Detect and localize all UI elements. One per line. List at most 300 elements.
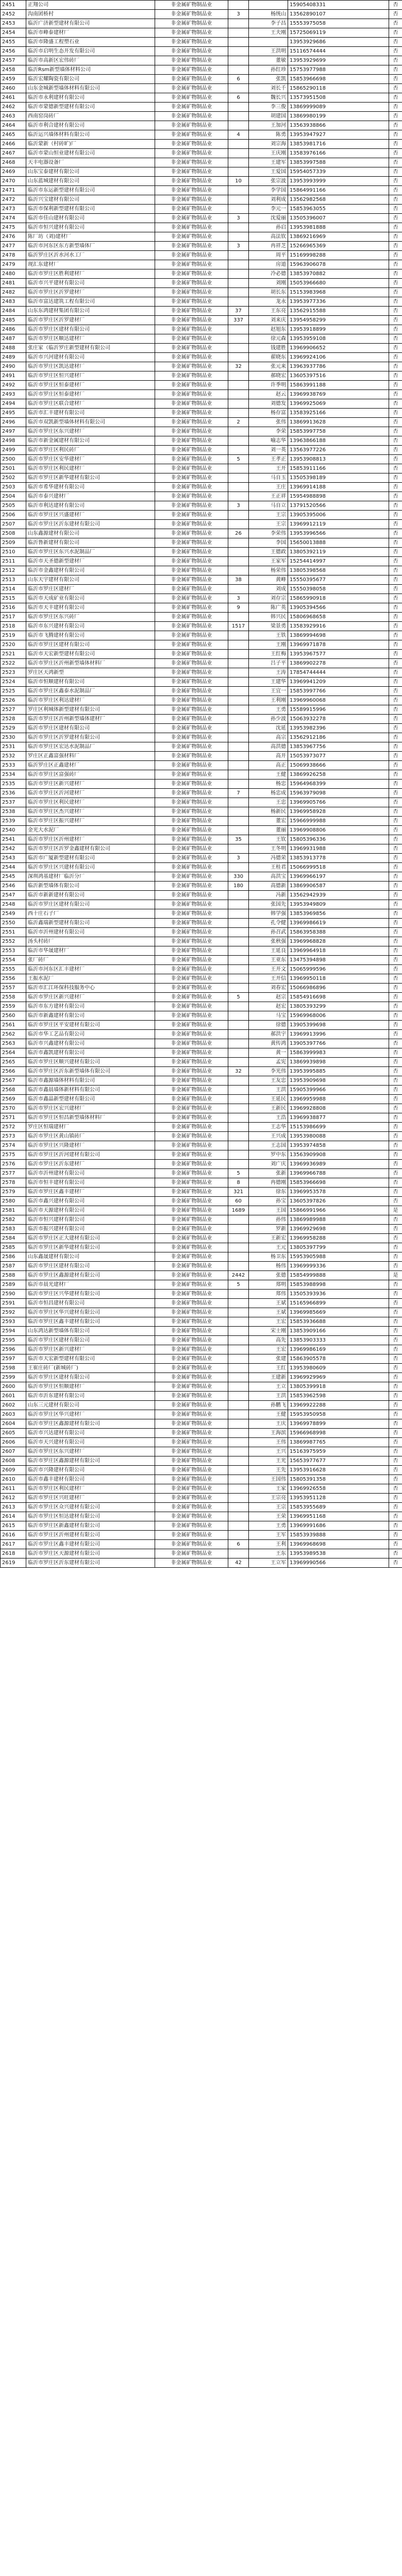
company-name-cell: 临沂市振兴建材有限公司	[26, 1225, 155, 1234]
contact-name-cell: 翟晓东	[249, 353, 288, 362]
phone-cell: 15853966698	[288, 1178, 389, 1188]
count-cell	[228, 1150, 249, 1160]
flag-cell: 否	[389, 900, 402, 909]
table-row	[1, 854, 402, 863]
table-row	[1, 371, 402, 381]
industry-cell: 非金属矿物制品业	[155, 1290, 228, 1299]
contact-name-cell: 黄峰	[249, 575, 288, 585]
phone-cell: 13605397516	[288, 371, 389, 381]
count-cell: 321	[228, 1188, 249, 1197]
count-cell	[228, 409, 249, 418]
company-name-cell: 临沂市罗庄区建材有限公司	[26, 640, 155, 650]
industry-cell: 非金属矿物制品业	[155, 1317, 228, 1327]
table-row	[1, 1234, 402, 1243]
industry-cell: 非金属矿物制品业	[155, 946, 228, 956]
company-name-cell: 临沂市罗庄区建材有限公司	[26, 900, 155, 909]
company-name-cell: 临沂市罗庄区鑫源建材有限公司	[26, 1456, 155, 1466]
phone-cell: 13953977336	[288, 297, 389, 307]
company-name-cell: 临沂市罗庄区兴华建材有限公司	[26, 1290, 155, 1299]
company-name-cell: 汤头村砖厂	[26, 937, 155, 946]
table-row	[1, 872, 402, 882]
company-name-cell: 临沂市罗庄区凯达建材厂	[26, 362, 155, 371]
industry-cell: 非金属矿物制品业	[155, 1410, 228, 1419]
row-number-cell: 2558	[1, 993, 26, 1002]
contact-name-cell: 高德新	[249, 882, 288, 891]
table-row	[1, 1447, 402, 1456]
company-name-cell: 临沂市沂东建材有限公司	[26, 1392, 155, 1401]
count-cell	[228, 223, 249, 232]
phone-cell: 13953959108	[288, 334, 389, 344]
industry-cell: 非金属矿物制品业	[155, 84, 228, 93]
flag-cell: 否	[389, 1067, 402, 1076]
count-cell: 10	[228, 177, 249, 186]
company-name-cell: 临沂市鑫凯建材有限公司	[26, 1048, 155, 1058]
count-cell	[228, 1354, 249, 1364]
count-cell	[228, 1521, 249, 1531]
table-row	[1, 1429, 402, 1438]
row-number-cell: 2495	[1, 409, 26, 418]
row-number-cell: 2614	[1, 1512, 26, 1521]
phone-cell: 13605397826	[288, 1197, 389, 1206]
phone-cell: 13969936989	[288, 1160, 389, 1169]
contact-name-cell: 高开	[249, 752, 288, 761]
count-cell: 26	[228, 529, 249, 538]
table-row	[1, 353, 402, 362]
industry-cell: 非金属矿物制品业	[155, 492, 228, 501]
contact-name-cell: 胡建国	[249, 112, 288, 121]
row-number-cell: 2472	[1, 195, 26, 205]
industry-cell: 非金属矿物制品业	[155, 1494, 228, 1503]
company-name-cell: 临沂市沂州建材有限公司	[26, 928, 155, 937]
contact-name-cell: 李荣	[249, 427, 288, 436]
company-name-cell: 临沂市蒙德新型建材有限公司	[26, 103, 155, 112]
phone-cell: 15753977988	[288, 65, 389, 75]
company-name-cell: 临沂市罗庄区宏兴建材厂	[26, 1104, 155, 1113]
company-name-cell: 临沂市富达建筑工程有限公司	[26, 297, 155, 307]
contact-name-cell: 高先	[249, 1336, 288, 1345]
company-name-cell: 临沂市恒昌建材有限公司	[26, 1299, 155, 1308]
company-name-cell: 临沂市罗庄区东兴水泥制品厂	[26, 548, 155, 557]
industry-cell: 非金属矿物制品业	[155, 362, 228, 371]
flag-cell: 否	[389, 1150, 402, 1160]
row-number-cell: 2521	[1, 650, 26, 659]
row-number-cell: 2561	[1, 1021, 26, 1030]
table-row	[1, 1558, 402, 1568]
flag-cell: 否	[389, 548, 402, 557]
flag-cell: 否	[389, 1354, 402, 1364]
flag-cell: 否	[389, 1540, 402, 1549]
flag-cell: 否	[389, 1503, 402, 1512]
company-name-cell: 临沂市罗庄区沂罗金鑫建材有限公司	[26, 844, 155, 854]
count-cell: 42	[228, 1558, 249, 1568]
company-name-cell: 临沂市罗庄区顺达建材厂	[26, 334, 155, 344]
company-name-cell: 临沂市佳山建材有限公司	[26, 214, 155, 223]
row-number-cell: 2520	[1, 640, 26, 650]
flag-cell: 否	[389, 112, 402, 121]
flag-cell: 否	[389, 464, 402, 473]
count-cell	[228, 1364, 249, 1373]
row-number-cell: 2577	[1, 1169, 26, 1178]
industry-cell: 非金属矿物制品业	[155, 1503, 228, 1512]
table-row	[1, 1336, 402, 1345]
industry-cell: 非金属矿物制品业	[155, 1373, 228, 1382]
count-cell	[228, 1484, 249, 1494]
row-number-cell: 2467	[1, 149, 26, 158]
company-name-cell: 临沂市峰泰建材厂	[26, 28, 155, 38]
table-body	[1, 1, 402, 1568]
contact-name-cell: 王洪	[249, 1392, 288, 1401]
flag-cell: 否	[389, 130, 402, 140]
company-name-cell: 临沂罗庄区沂水河水工厂	[26, 251, 155, 260]
flag-cell: 否	[389, 418, 402, 427]
flag-cell: 否	[389, 1382, 402, 1392]
count-cell	[228, 381, 249, 390]
contact-name-cell: 王夫刚	[249, 28, 288, 38]
row-number-cell: 2584	[1, 1234, 26, 1243]
flag-cell: 否	[389, 826, 402, 835]
industry-cell: 非金属矿物制品业	[155, 1086, 228, 1095]
company-name-cell: 临沂市高新区宏伟砖厂	[26, 56, 155, 65]
phone-cell: 13969951168	[288, 1512, 389, 1521]
table-row	[1, 1058, 402, 1067]
row-number-cell: 2504	[1, 492, 26, 501]
count-cell	[228, 269, 249, 279]
phone-cell: 13869980199	[288, 112, 389, 121]
flag-cell: 否	[389, 167, 402, 177]
flag-cell: 否	[389, 1234, 402, 1243]
row-number-cell: 2611	[1, 1484, 26, 1494]
row-number-cell: 2478	[1, 251, 26, 260]
count-cell	[228, 798, 249, 807]
row-number-cell: 2541	[1, 835, 26, 844]
industry-cell: 非金属矿物制品业	[155, 742, 228, 752]
industry-cell: 非金属矿物制品业	[155, 1113, 228, 1123]
table-row	[1, 390, 402, 399]
phone-cell: 13853967756	[288, 742, 389, 752]
contact-name-cell: 王钦	[249, 835, 288, 844]
contact-name-cell: 沈爱丽	[249, 214, 288, 223]
phone-cell: 13905395006	[288, 511, 389, 520]
industry-cell: 非金属矿物制品业	[155, 269, 228, 279]
flag-cell: 否	[389, 362, 402, 371]
count-cell	[228, 900, 249, 909]
phone-cell: 15865990918	[288, 594, 389, 603]
industry-cell: 非金属矿物制品业	[155, 93, 228, 103]
contact-name-cell: 张凯	[249, 75, 288, 84]
count-cell: 35	[228, 835, 249, 844]
company-name-cell: 临沂鲁新建材有限公司	[26, 538, 155, 548]
row-number-cell: 2464	[1, 121, 26, 130]
industry-cell: 非金属矿物制品业	[155, 473, 228, 483]
company-name-cell: 临沂市广厦新型建材有限公司	[26, 854, 155, 863]
flag-cell: 否	[389, 1290, 402, 1299]
count-cell	[228, 817, 249, 826]
company-name-cell: 临沂市隆盛工程塑石业	[26, 38, 155, 47]
phone-cell: 13953974858	[288, 1141, 389, 1150]
table-row	[1, 1206, 402, 1215]
table-row	[1, 1021, 402, 1030]
count-cell: 2	[228, 418, 249, 427]
flag-cell: 否	[389, 1308, 402, 1317]
row-number-cell: 2528	[1, 715, 26, 724]
contact-name-cell: 冉德刚	[249, 1178, 288, 1188]
flag-cell: 否	[389, 1531, 402, 1540]
count-cell: 6	[228, 93, 249, 103]
flag-cell: 否	[389, 1188, 402, 1197]
flag-cell: 否	[389, 149, 402, 158]
row-number-cell: 2522	[1, 659, 26, 668]
count-cell	[228, 1243, 249, 1252]
row-number-cell: 2527	[1, 705, 26, 715]
contact-name-cell: 王宏	[249, 1317, 288, 1327]
flag-cell: 否	[389, 613, 402, 622]
contact-name-cell: 徐元森	[249, 334, 288, 344]
company-name-cell: 临沂市罗庄区恒达建材有限公司	[26, 1512, 155, 1521]
flag-cell: 否	[389, 288, 402, 297]
industry-cell: 非金属矿物制品业	[155, 937, 228, 946]
flag-cell: 否	[389, 279, 402, 288]
phone-cell: 13583976166	[288, 149, 389, 158]
contact-name-cell: 董敏	[249, 56, 288, 65]
table-row	[1, 900, 402, 909]
phone-cell: 13969924106	[288, 353, 389, 362]
company-name-cell: 山东三元建材有限公司	[26, 1401, 155, 1410]
row-number-cell: 2601	[1, 1392, 26, 1401]
row-number-cell: 2507	[1, 520, 26, 529]
phone-cell: 13969913996	[288, 1030, 389, 1039]
row-number-cell: 2573	[1, 1132, 26, 1141]
company-name-cell: 临沂市罗庄区沂东建材有限公司	[26, 1558, 155, 1568]
row-number-cell: 2492	[1, 381, 26, 390]
count-cell	[228, 1104, 249, 1113]
count-cell	[228, 399, 249, 409]
row-number-cell: 2533	[1, 761, 26, 770]
contact-name-cell: 王军	[249, 1531, 288, 1540]
contact-name-cell: 刘成	[249, 585, 288, 594]
flag-cell: 否	[389, 205, 402, 214]
industry-cell: 非金属矿物制品业	[155, 1123, 228, 1132]
contact-name-cell: 刘宗海	[249, 140, 288, 149]
industry-cell: 非金属矿物制品业	[155, 993, 228, 1002]
flag-cell: 否	[389, 409, 402, 418]
flag-cell: 否	[389, 566, 402, 575]
count-cell	[228, 1048, 249, 1058]
company-name-cell: 临沂市鑫晶新型建材有限公司	[26, 1095, 155, 1104]
industry-cell: 非金属矿物制品业	[155, 334, 228, 344]
company-name-cell: 临沂市罗庄区天源建材有限公司	[26, 1549, 155, 1558]
industry-cell: 非金属矿物制品业	[155, 752, 228, 761]
table-row	[1, 1011, 402, 1021]
phone-cell: 15864991166	[288, 186, 389, 195]
industry-cell: 非金属矿物制品业	[155, 687, 228, 696]
flag-cell: 否	[389, 770, 402, 779]
flag-cell: 否	[389, 186, 402, 195]
company-name-cell: 临沂兴宝建材有限公司	[26, 195, 155, 205]
industry-cell: 非金属矿物制品业	[155, 260, 228, 269]
flag-cell: 否	[389, 872, 402, 882]
flag-cell: 否	[389, 993, 402, 1002]
flag-cell: 否	[389, 659, 402, 668]
row-number-cell: 2570	[1, 1104, 26, 1113]
industry-cell: 非金属矿物制品业	[155, 1466, 228, 1475]
table-row	[1, 409, 402, 418]
company-name-cell: 临沂市启明生态开发有限公司	[26, 47, 155, 56]
company-name-cell: 临沂市罗庄区沂州建材有限公司	[26, 1531, 155, 1540]
phone-cell: 13562942939	[288, 891, 389, 900]
count-cell	[228, 1410, 249, 1419]
industry-cell: 非金属矿物制品业	[155, 705, 228, 715]
phone-cell: 13969929969	[288, 1373, 389, 1382]
contact-name-cell: 孙少波	[249, 715, 288, 724]
company-name-cell: 临沂市罗庄区沂罗建材厂	[26, 316, 155, 325]
row-number-cell: 2592	[1, 1308, 26, 1317]
table-row	[1, 511, 402, 520]
contact-name-cell: 刘春宏	[249, 984, 288, 993]
row-number-cell: 2530	[1, 733, 26, 742]
phone-cell: 15963906078	[288, 260, 389, 269]
count-cell	[228, 288, 249, 297]
count-cell	[228, 251, 249, 260]
count-cell	[228, 909, 249, 919]
table-row	[1, 1243, 402, 1252]
count-cell	[228, 195, 249, 205]
row-number-cell: 2556	[1, 974, 26, 984]
company-name-cell: 临沂市罗庄区利民建材厂	[26, 1484, 155, 1494]
phone-cell: 13853903333	[288, 1336, 389, 1345]
row-number-cell: 2617	[1, 1540, 26, 1549]
table-row	[1, 1039, 402, 1048]
table-row	[1, 622, 402, 631]
flag-cell: 否	[389, 65, 402, 75]
phone-cell: 15806968658	[288, 613, 389, 622]
phone-cell: 13869994698	[288, 631, 389, 640]
flag-cell: 否	[389, 779, 402, 789]
phone-cell: 15969968006	[288, 1011, 389, 1021]
phone-cell: 13969958288	[288, 1234, 389, 1243]
count-cell	[228, 473, 249, 483]
company-name-cell: 临沂市罗庄区振兴建材厂	[26, 817, 155, 826]
table-row	[1, 492, 402, 501]
industry-cell: 非金属矿物制品业	[155, 353, 228, 362]
phone-cell: 13805398568	[288, 566, 389, 575]
row-number-cell: 2619	[1, 1558, 26, 1568]
company-name-cell: 临沂市罗庄区东兴建材厂	[26, 427, 155, 436]
count-cell: 3	[228, 214, 249, 223]
table-row	[1, 705, 402, 715]
industry-cell: 非金属矿物制品业	[155, 1095, 228, 1104]
contact-name-cell: 高正	[249, 761, 288, 770]
company-name-cell: 临沂市罗庄区兴旺建材厂	[26, 1494, 155, 1503]
industry-cell: 非金属矿物制品业	[155, 640, 228, 650]
company-name-cell: 临沂市罗庄区鑫源建材有限公司	[26, 1419, 155, 1429]
flag-cell: 否	[389, 1048, 402, 1058]
table-row	[1, 687, 402, 696]
contact-name-cell: 张新	[249, 1169, 288, 1178]
table-row	[1, 1123, 402, 1132]
flag-cell: 否	[389, 232, 402, 242]
flag-cell: 否	[389, 603, 402, 613]
row-number-cell: 2469	[1, 167, 26, 177]
phone-cell: 15589915996	[288, 705, 389, 715]
company-name-cell: 临沂市天源建材有限公司	[26, 1206, 155, 1215]
table-row	[1, 103, 402, 112]
count-cell	[228, 659, 249, 668]
phone-cell: 15153986699	[288, 1123, 389, 1132]
phone-cell: 13969958928	[288, 807, 389, 817]
row-number-cell: 2552	[1, 937, 26, 946]
flag-cell: 否	[389, 1132, 402, 1141]
phone-cell: 15169998288	[288, 251, 389, 260]
flag-cell: 否	[389, 381, 402, 390]
row-number-cell: 2480	[1, 269, 26, 279]
industry-cell: 非金属矿物制品业	[155, 1419, 228, 1429]
contact-name-cell: 黄传鸿	[249, 1039, 288, 1048]
phone-cell: 15550398058	[288, 585, 389, 594]
flag-cell: 否	[389, 733, 402, 742]
company-name-cell: 临沂市保利新型建材有限公司	[26, 205, 155, 214]
row-number-cell: 2502	[1, 473, 26, 483]
contact-name-cell: 王勇	[249, 1521, 288, 1531]
row-number-cell: 2605	[1, 1429, 26, 1438]
flag-cell: 否	[389, 1317, 402, 1327]
industry-cell: 非金属矿物制品业	[155, 677, 228, 687]
contact-name-cell: 赵云	[249, 390, 288, 399]
count-cell	[228, 1113, 249, 1123]
flag-cell: 否	[389, 594, 402, 603]
company-name-cell: 临沂市双凯新型墙体材料有限公司	[26, 418, 155, 427]
contact-name-cell: 张元来	[249, 362, 288, 371]
flag-cell: 否	[389, 1076, 402, 1086]
industry-cell: 非金属矿物制品业	[155, 288, 228, 297]
flag-cell: 否	[389, 1345, 402, 1354]
industry-cell: 非金属矿物制品业	[155, 1549, 228, 1558]
phone-cell: 13905397766	[288, 1039, 389, 1048]
industry-cell: 非金属矿物制品业	[155, 882, 228, 891]
table-row	[1, 761, 402, 770]
flag-cell: 否	[389, 1021, 402, 1030]
industry-cell: 非金属矿物制品业	[155, 928, 228, 937]
phone-cell: 13969986619	[288, 919, 389, 928]
industry-cell: 非金属矿物制品业	[155, 622, 228, 631]
company-name-cell: 临沂市新鑫建材有限公司	[26, 1011, 155, 1021]
table-row	[1, 826, 402, 835]
contact-name-cell: 王兴成	[249, 1132, 288, 1141]
row-number-cell: 2599	[1, 1373, 26, 1382]
contact-name-cell: 王宗	[249, 1503, 288, 1512]
contact-name-cell: 陈勇	[249, 130, 288, 140]
company-name-cell: 临沂罗庄区正鑫建材厂	[26, 761, 155, 770]
contact-name-cell: 王正祥	[249, 492, 288, 501]
company-name-cell: 临沂新型墙体有限公司	[26, 882, 155, 891]
industry-cell: 非金属矿物制品业	[155, 594, 228, 603]
flag-cell: 否	[389, 557, 402, 566]
company-name-cell: 临沂市罗庄区沂州新型墙体材料厂	[26, 659, 155, 668]
contact-name-cell: 房道	[249, 260, 288, 269]
row-number-cell: 2505	[1, 501, 26, 511]
table-row	[1, 140, 402, 149]
company-name-cell: 临沂市罗庄区胜利建材厂	[26, 269, 155, 279]
flag-cell: 否	[389, 1373, 402, 1382]
contact-name-cell: 刘利成	[249, 195, 288, 205]
industry-cell: 非金属矿物制品业	[155, 47, 228, 56]
contact-name-cell: 王立	[249, 1382, 288, 1392]
table-row	[1, 205, 402, 214]
table-row	[1, 520, 402, 529]
industry-cell: 非金属矿物制品业	[155, 1141, 228, 1150]
table-row	[1, 1262, 402, 1271]
count-cell	[228, 1512, 249, 1521]
phone-cell: 15866991966	[288, 1206, 389, 1215]
